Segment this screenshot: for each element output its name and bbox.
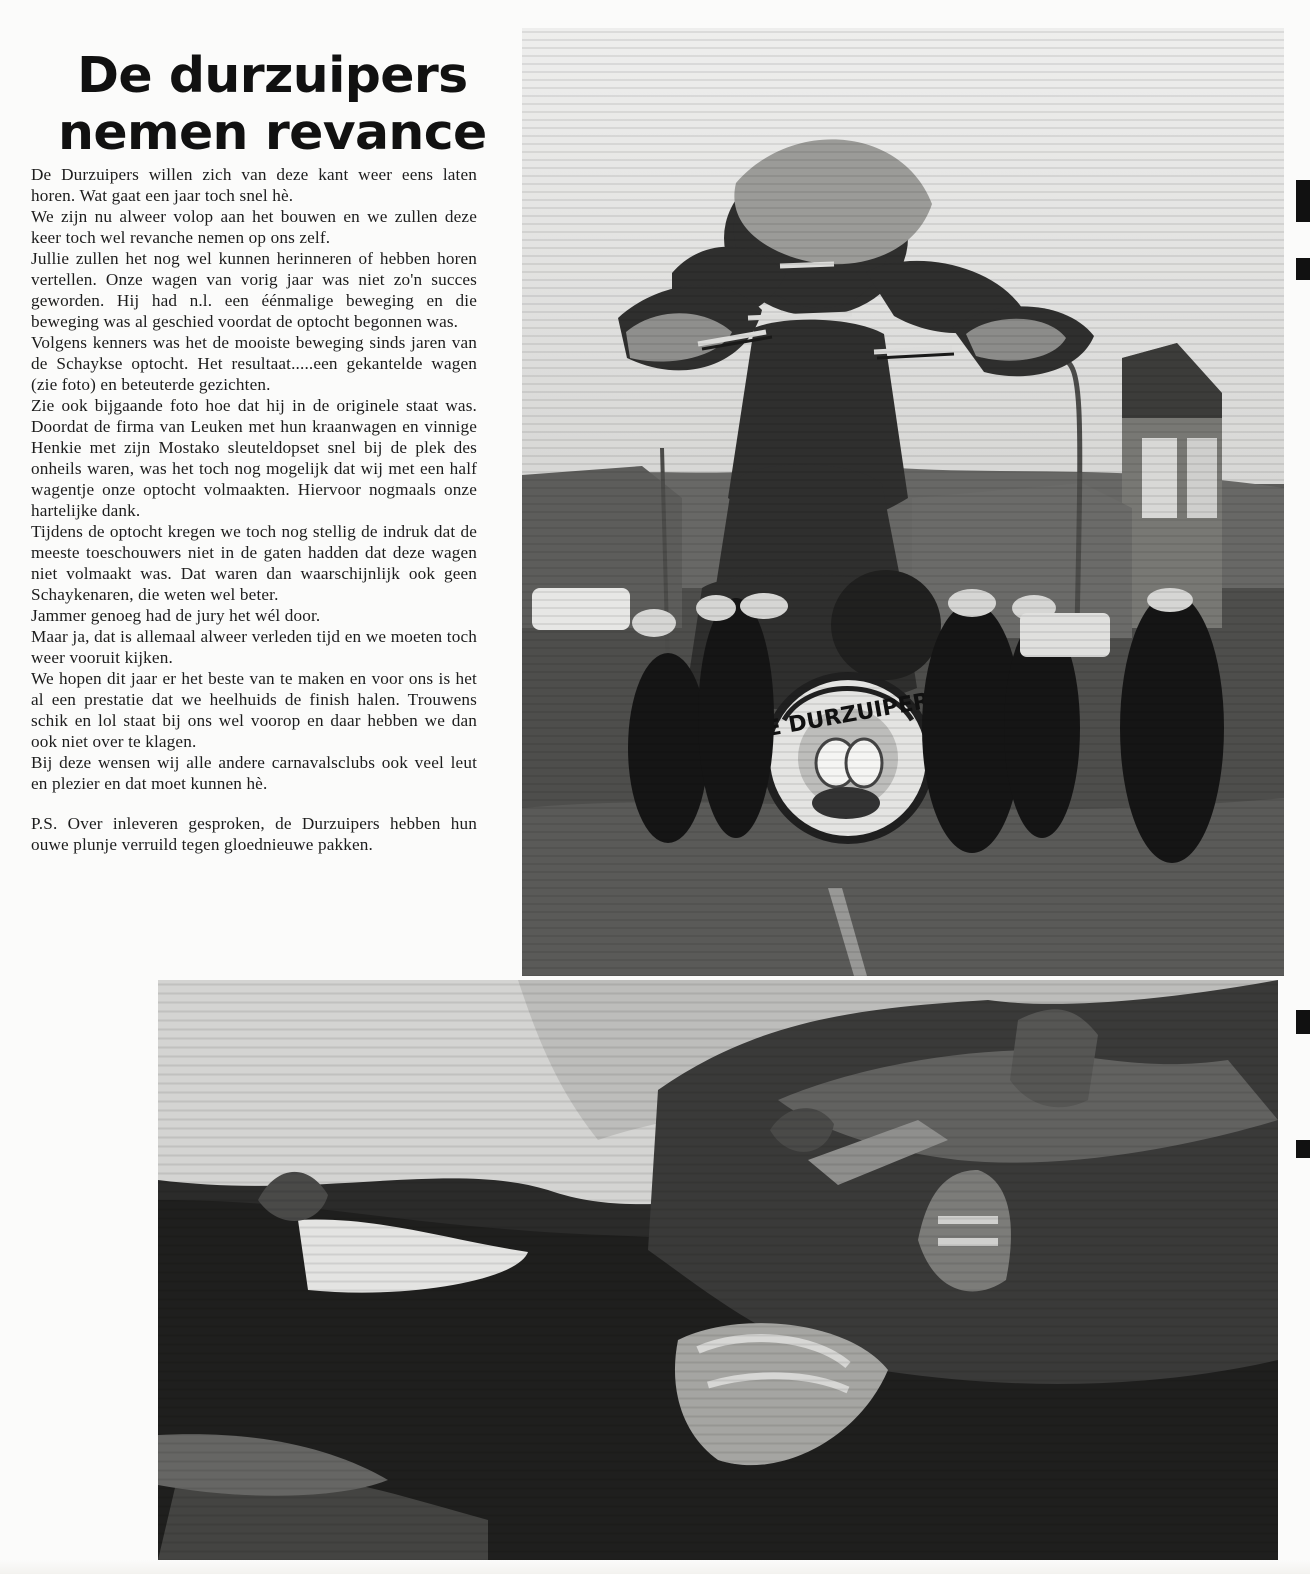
cropped-next-page-mark: [1296, 1010, 1310, 1034]
article-body: [31, 164, 477, 855]
cropped-next-page-mark: [1296, 258, 1310, 280]
article-paragraph: Jammer genoeg had de jury het wél door.: [31, 606, 321, 625]
headline-line-2: nemen revance: [58, 103, 487, 161]
article-paragraph: Bij deze wensen wij alle andere carnavalsclubs ook veel leut en plezier en dat moet kunnen hè.: [31, 753, 477, 793]
article-paragraph: We hopen dit jaar er het beste van te maken en voor ons is het al een prestatie dat we heelhuids de finish halen. Trouwens schik en lol staat bij ons wel voorop en daar hebben we dan ook niet over te klagen.: [31, 669, 477, 751]
article-paragraph: We zijn nu alweer volop aan het bouwen en we zullen deze keer toch wel revanche nemen op ons zelf.: [31, 207, 477, 247]
cropped-next-page-mark: [1296, 1140, 1310, 1158]
article-paragraph: Jullie zullen het nog wel kunnen herinneren of hebben horen vertellen. Onze wagen van vorig jaar was niet zo'n succes geworden. Hij had n.l. een éénmalige beweging en die beweging was al geschied voordat de optocht begonnen was.: [31, 249, 477, 331]
article-paragraph: Tijdens de optocht kregen we toch nog stellig de indruk dat de meeste toeschouwers niet in de gaten hadden dat deze wagen niet volmaakt was. Dat waren dan waarschijnlijk ook geen Schaykenaren, die weten wel beter.: [31, 522, 477, 604]
scan-shadow: [0, 1560, 1310, 1574]
overturned-float-photo: [158, 980, 1278, 1560]
cropped-next-page-mark: [1296, 180, 1310, 222]
article-paragraph: Volgens kenners was het de mooiste beweging sinds jaren van de Schaykse optocht. Het resultaat.....een gekantelde wagen (zie foto) en beteuterde gezichten.: [31, 333, 477, 394]
article-paragraph: De Durzuipers willen zich van deze kant weer eens laten horen. Wat gaat een jaar toch snel hè.: [31, 165, 477, 205]
carnival-float-illustration: [522, 28, 1284, 976]
overturned-float-illustration: [158, 980, 1278, 1560]
headline-line-1: De durzuipers: [77, 46, 468, 104]
article-headline: [20, 47, 525, 161]
article-paragraph: Zie ook bijgaande foto hoe dat hij in de originele staat was. Doordat de firma van Leuken met hun kraanwagen en vinnige Henkie met zijn Mostako sleuteldopset snel bij de plek des onheils waren, was het toch nog mogelijk dat wij met een half wagentje onze optocht volmaakten. Hiervoor nogmaals onze hartelijke dank.: [31, 396, 477, 520]
article-postscript: P.S. Over inleveren gesproken, de Durzuipers hebben hun ouwe plunje verruild tegen gloednieuwe pakken.: [31, 814, 477, 854]
article-paragraph: Maar ja, dat is allemaal alweer verleden tijd en we moeten toch weer vooruit kijken.: [31, 627, 477, 667]
carnival-float-photo: [522, 28, 1284, 976]
